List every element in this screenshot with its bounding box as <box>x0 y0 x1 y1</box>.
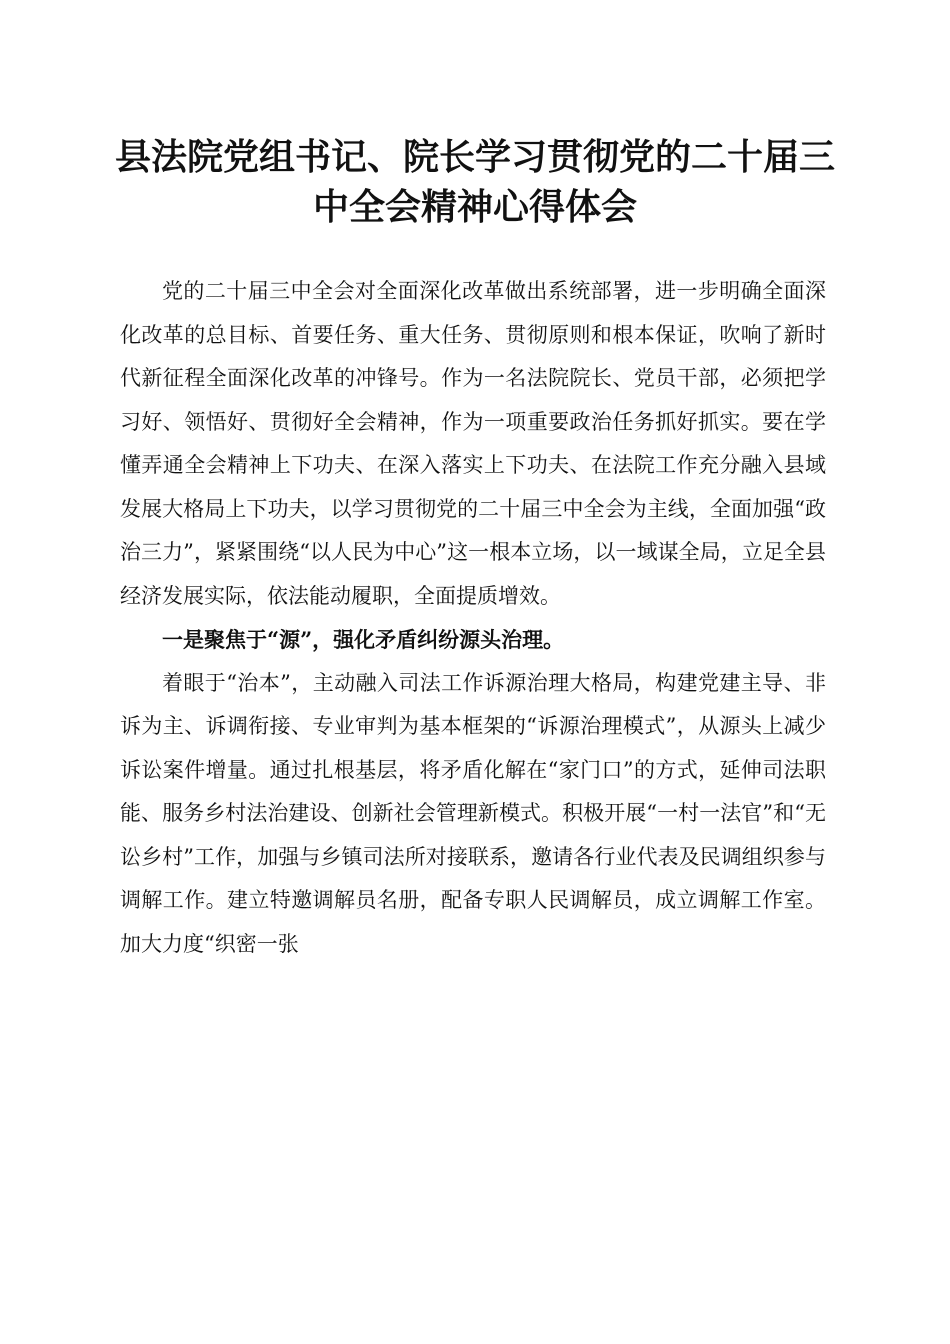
title-line-2: 中全会精神心得体会 <box>312 186 637 228</box>
paragraph-intro: 党的二十届三中全会对全面深化改革做出系统部署，进一步明确全面深化改革的总目标、首要任务、重大任务、贯彻原则和根本保证，吹响了新时代新征程全面深化改革的冲锋号。作为一名法院院长、党员干部，必须把学习好、领悟好、贯彻好全会精神，作为一项重要政治任务抓好抓实。要在学懂弄通全会精神上下功夫、在深入落实上下功夫、在法院工作充分融入县域发展大格局上下功夫，以学习贯彻党的二十届三中全会为主线，全面加强“政治三力”，紧紧围绕“以人民为中心”这一根本立场，以一域谋全局，立足全县经济发展实际，依法能动履职，全面提质增效。 <box>120 279 826 608</box>
title-line-1: 县法院党组书记、院长学习贯彻党的二十届三 <box>114 136 835 178</box>
document-title <box>100 132 850 232</box>
section-heading-1: 一是聚焦于“源”，强化矛盾纠纷源头治理。 <box>162 627 565 652</box>
paragraph-section-1: 着眼于“治本”，主动融入司法工作诉源治理大格局，构建党建主导、非诉为主、诉调衔接、专业审判为基本框架的“诉源治理模式”，从源头上减少诉讼案件增量。通过扎根基层，将矛盾化解在“家门口”的方式，延伸司法职能、服务乡村法治建设、创新社会管理新模式。积极开展“一村一法官”和“无讼乡村”工作，加强与乡镇司法所对接联系，邀请各行业代表及民调组织参与调解工作。建立特邀调解员名册，配备专职人民调解员，成立调解工作室。加大力度“织密一张 <box>120 670 826 956</box>
document-body <box>120 270 826 966</box>
